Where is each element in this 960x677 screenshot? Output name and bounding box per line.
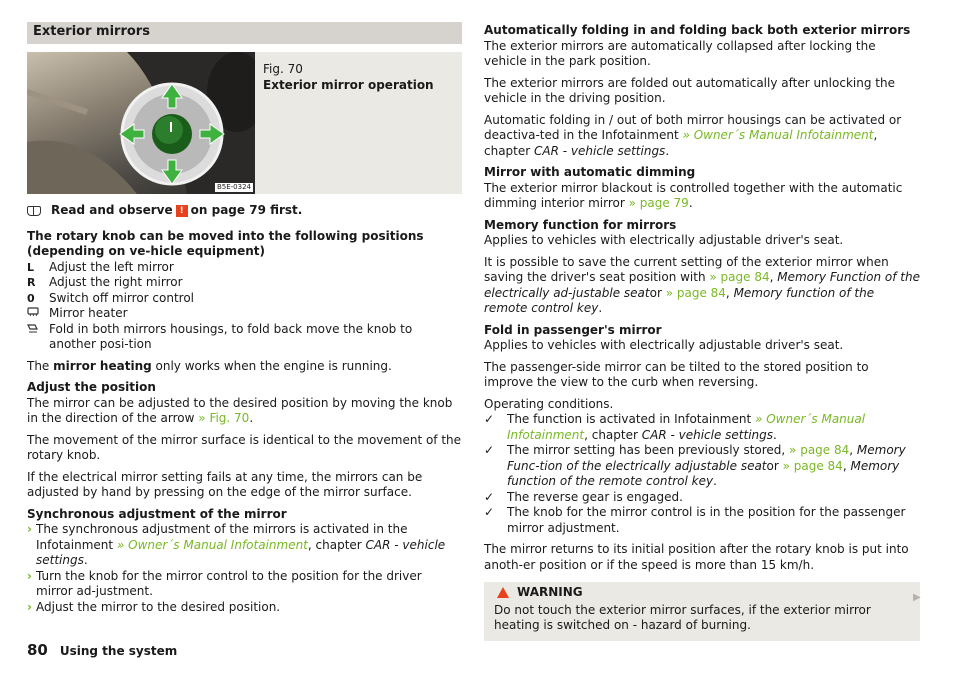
passenger-text-2: The passenger-side mirror can be tilted to the stored position to improve the view to the curb when reversing. — [484, 359, 869, 389]
passenger-heading: Fold in passenger's mirror — [484, 322, 662, 337]
figure-title: Exterior mirror operation — [263, 77, 434, 92]
continue-arrow-icon: ▶ — [913, 592, 921, 603]
list-item: Mirror heater — [27, 306, 462, 322]
figure-image — [27, 52, 255, 194]
list-item: R Adjust the right mirror — [27, 275, 183, 289]
chevron-right-icon: › — [27, 568, 32, 583]
sync-heading: Synchronous adjustment of the mirror — [27, 506, 287, 521]
heating-note: The mirror heating only works when the engine is running. — [27, 358, 392, 373]
check-icon: ✓ — [484, 505, 495, 519]
list-item: › The synchronous adjustment of the mirrors is activated in the Infotainment » Owner´s Manual Infotainment, chapter CAR - vehicle settings. — [27, 522, 446, 567]
chevron-right-icon: › — [27, 599, 32, 614]
check-icon: ✓ — [484, 412, 495, 426]
read-and-observe: Read and observe ! on page 79 first. — [27, 203, 462, 219]
list-item: L Adjust the left mirror — [27, 259, 174, 274]
warning-text: Do not touch the exterior mirror surfaces, if the exterior mirror heating is switched on - hazard of burning. — [494, 602, 871, 632]
list-item: ✓ The function is activated in Infotainment » Owner´s Manual Infotainment, chapter CAR - vehicle settings. — [484, 412, 866, 442]
book-icon — [27, 206, 41, 216]
mirror-heater-icon — [27, 306, 49, 322]
adjust-section: Adjust the position The mirror can be adjusted to the desired position by moving the knob in the direction of the arrow » Fig. 70. — [27, 380, 453, 425]
return-text: The mirror returns to its initial position after the rotary knob is put into anoth-er position or if the speed is more than 15 km/h. — [484, 542, 909, 572]
zero-icon: 0 — [27, 291, 35, 305]
list-item: › Turn the knob for the mirror control to the position for the driver mirror ad-justment. — [27, 568, 422, 598]
check-icon: ✓ — [484, 489, 495, 504]
chevron-right-icon: › — [27, 522, 32, 536]
list-item: › Adjust the mirror to the desired position. — [27, 599, 281, 614]
warning-box — [484, 582, 920, 641]
list-item: ✓ The mirror setting has been previously stored, » page 84, Memory Func-tion of the electrically adjustable seator » page 84, Memory function of the remote control key. — [484, 443, 906, 488]
page-84-link[interactable]: » page 84 — [665, 285, 726, 300]
left-column — [27, 22, 462, 615]
sync-steps — [27, 522, 462, 615]
page-79-link[interactable]: » page 79 — [628, 196, 689, 210]
page-footer — [27, 643, 177, 660]
chapter-title: Using the system — [59, 644, 178, 658]
infotainment-manual-link[interactable]: » Owner´s Manual Infotainment — [116, 537, 308, 552]
infotainment-manual-link[interactable]: » Owner´s Manual Infotainment — [507, 412, 866, 442]
page-84-link[interactable]: » page 84 — [782, 458, 843, 473]
fold-text-2: The exterior mirrors are folded out automatically after unlocking the vehicle in the driving position. — [484, 75, 895, 105]
memory-section: Memory function for mirrors Applies to vehicles with electrically adjustable driver's seat. — [484, 217, 844, 247]
fold-section: Automatically folding in and folding back both exterior mirrors The exterior mirrors are automatically collapsed after locking the vehicle in the park position. — [484, 23, 911, 68]
figure-caption — [255, 52, 442, 194]
adjust-heading: Adjust the position — [27, 380, 156, 394]
page-84-link[interactable]: » page 84 — [709, 270, 770, 284]
figure-70 — [27, 52, 462, 194]
fold-text-3: Automatic folding in / out of both mirror housings can be activated or deactiva-ted in the Infotainment » Owner´s Manual Infotainment, chapter CAR - vehicle settings. — [484, 112, 902, 158]
fig-70-link[interactable]: » Fig. 70 — [198, 411, 250, 425]
dimming-section: Mirror with automatic dimming The exterior mirror blackout is controlled together with the automatic dimming interior mirror » page 79. — [484, 165, 903, 210]
movement-text: The movement of the mirror surface is identical to the movement of the rotary knob. — [27, 432, 462, 462]
check-icon: ✓ — [484, 443, 495, 457]
mirror-fold-icon — [27, 322, 49, 353]
fold-heading: Automatically folding in and folding back both exterior mirrors — [484, 23, 911, 37]
figure-code: B5E-0324 — [216, 183, 251, 191]
list-item: 0 Switch off mirror control — [27, 290, 195, 305]
memory-heading: Memory function for mirrors — [484, 217, 677, 232]
list-item: Fold in both mirrors housings, to fold back move the knob to another posi-tion — [27, 322, 462, 353]
list-item: ✓ The knob for the mirror control is in the position for the passenger mirror adjustment. — [484, 505, 906, 535]
page-number: 80 — [27, 641, 48, 659]
operating-heading: Operating conditions. — [484, 396, 614, 411]
section-title: Exterior mirrors — [27, 22, 462, 44]
letter-r-icon: R — [27, 276, 36, 289]
memory-text-2: It is possible to save the current setting of the exterior mirror when saving the driver's seat position with » page 84, Memory Function of the electrically ad-justable seator » page 84, Memory function of the remote control key. — [484, 254, 920, 315]
positions-list — [27, 260, 462, 353]
letter-l-icon: L — [27, 260, 35, 274]
dimming-heading: Mirror with automatic dimming — [484, 165, 696, 179]
page-84-link[interactable]: » page 84 — [789, 443, 850, 457]
warning-header — [484, 582, 920, 602]
mirror-knob-illustration — [27, 52, 255, 194]
warning-triangle-icon — [497, 587, 509, 598]
passenger-section: Fold in passenger's mirror Applies to vehicles with electrically adjustable driver's seat. — [484, 322, 844, 352]
fail-text: If the electrical mirror setting fails at any time, the mirrors can be adjusted by hand by pressing on the edge of the mirror surface. — [27, 469, 423, 499]
positions-intro: The rotary knob can be moved into the following positions (depending on ve-hicle equipment) — [27, 228, 424, 258]
list-item: ✓ The reverse gear is engaged. — [484, 489, 683, 504]
conditions-list — [484, 412, 920, 536]
warning-icon: ! — [176, 205, 188, 217]
right-column — [484, 23, 920, 641]
warning-label: WARNING — [517, 585, 583, 599]
figure-number: Fig. 70 — [263, 62, 303, 76]
infotainment-manual-link[interactable]: » Owner´s Manual Infotainment — [682, 128, 874, 142]
